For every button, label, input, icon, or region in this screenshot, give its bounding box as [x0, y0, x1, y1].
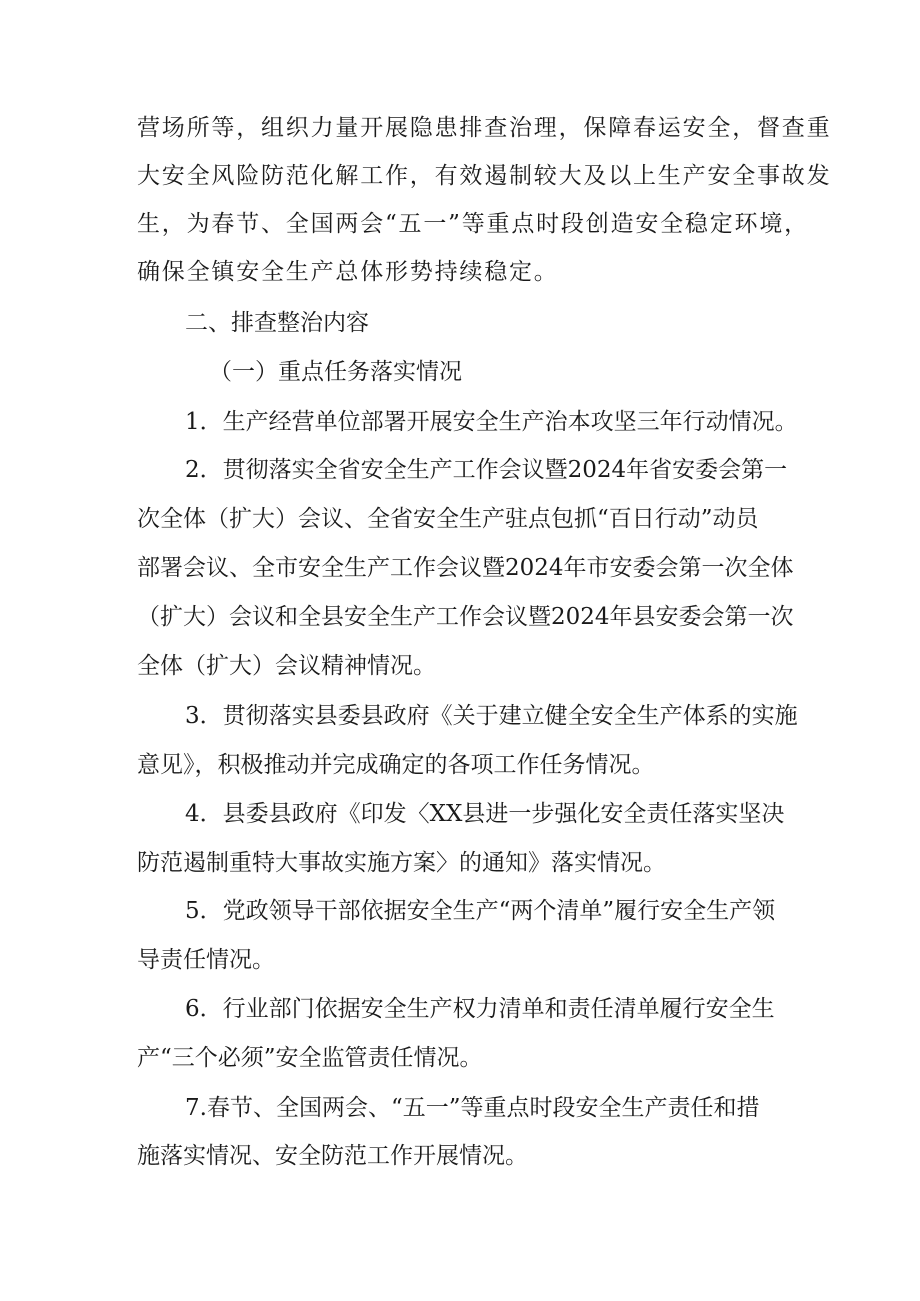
item-2-line: 全体（扩大）会议精神情况。 — [137, 653, 436, 679]
section-heading: 二、排查整治内容 — [185, 310, 369, 336]
item-5-line: 5．党政领导干部依据安全生产“两个清单”履行安全生产领 — [185, 898, 776, 924]
subsection-heading: （一）重点任务落实情况 — [209, 359, 462, 385]
item-6-line: 6．行业部门依据安全生产权力清单和责任清单履行安全生 — [185, 996, 775, 1022]
paragraph-line: 营场所等，组织力量开展隐患排查治理，保障春运安全，督查重 — [137, 115, 832, 141]
item-2-line: 2．贯彻落实全省安全生产工作会议暨2024年省安委会第一 — [185, 457, 788, 483]
item-7-line: 7.春节、全国两会、“五一”等重点时段安全生产责任和措 — [185, 1095, 760, 1121]
paragraph-line: 大安全风险防范化解工作，有效遏制较大及以上生产安全事故发 — [137, 163, 832, 189]
item-7-line: 施落实情况、安全防范工作开展情况。 — [137, 1143, 528, 1169]
item-2-line: 次全体（扩大）会议、全省安全生产驻点包抓“百日行动”动员 — [137, 506, 759, 532]
paragraph-line: 确保全镇安全生产总体形势持续稳定。 — [137, 259, 559, 285]
item-5-line: 导责任情况。 — [137, 947, 275, 973]
item-4-line: 防范遏制重特大事故实施方案〉的通知》落实情况。 — [137, 850, 666, 876]
item-3-line: 3．贯彻落实县委县政府《关于建立健全安全生产体系的实施 — [185, 703, 798, 729]
item-2-line: 部署会议、全市安全生产工作会议暨2024年市安委会第一次全体 — [137, 555, 794, 581]
paragraph-line: 生，为春节、全国两会“五一”等重点时段创造安全稳定环境， — [137, 211, 809, 237]
item-6-line: 产“三个必须”安全监管责任情况。 — [137, 1045, 483, 1071]
item-4-line: 4．县委县政府《印发〈XX县进一步强化安全责任落实坚决 — [185, 801, 785, 827]
item-2-line: （扩大）会议和全县安全生产工作会议暨2024年县安委会第一次 — [137, 604, 794, 630]
item-1-line: 1．生产经营单位部署开展安全生产治本攻坚三年行动情况。 — [185, 409, 798, 435]
item-3-line: 意见》，积极推动并完成确定的各项工作任务情况。 — [137, 752, 655, 778]
